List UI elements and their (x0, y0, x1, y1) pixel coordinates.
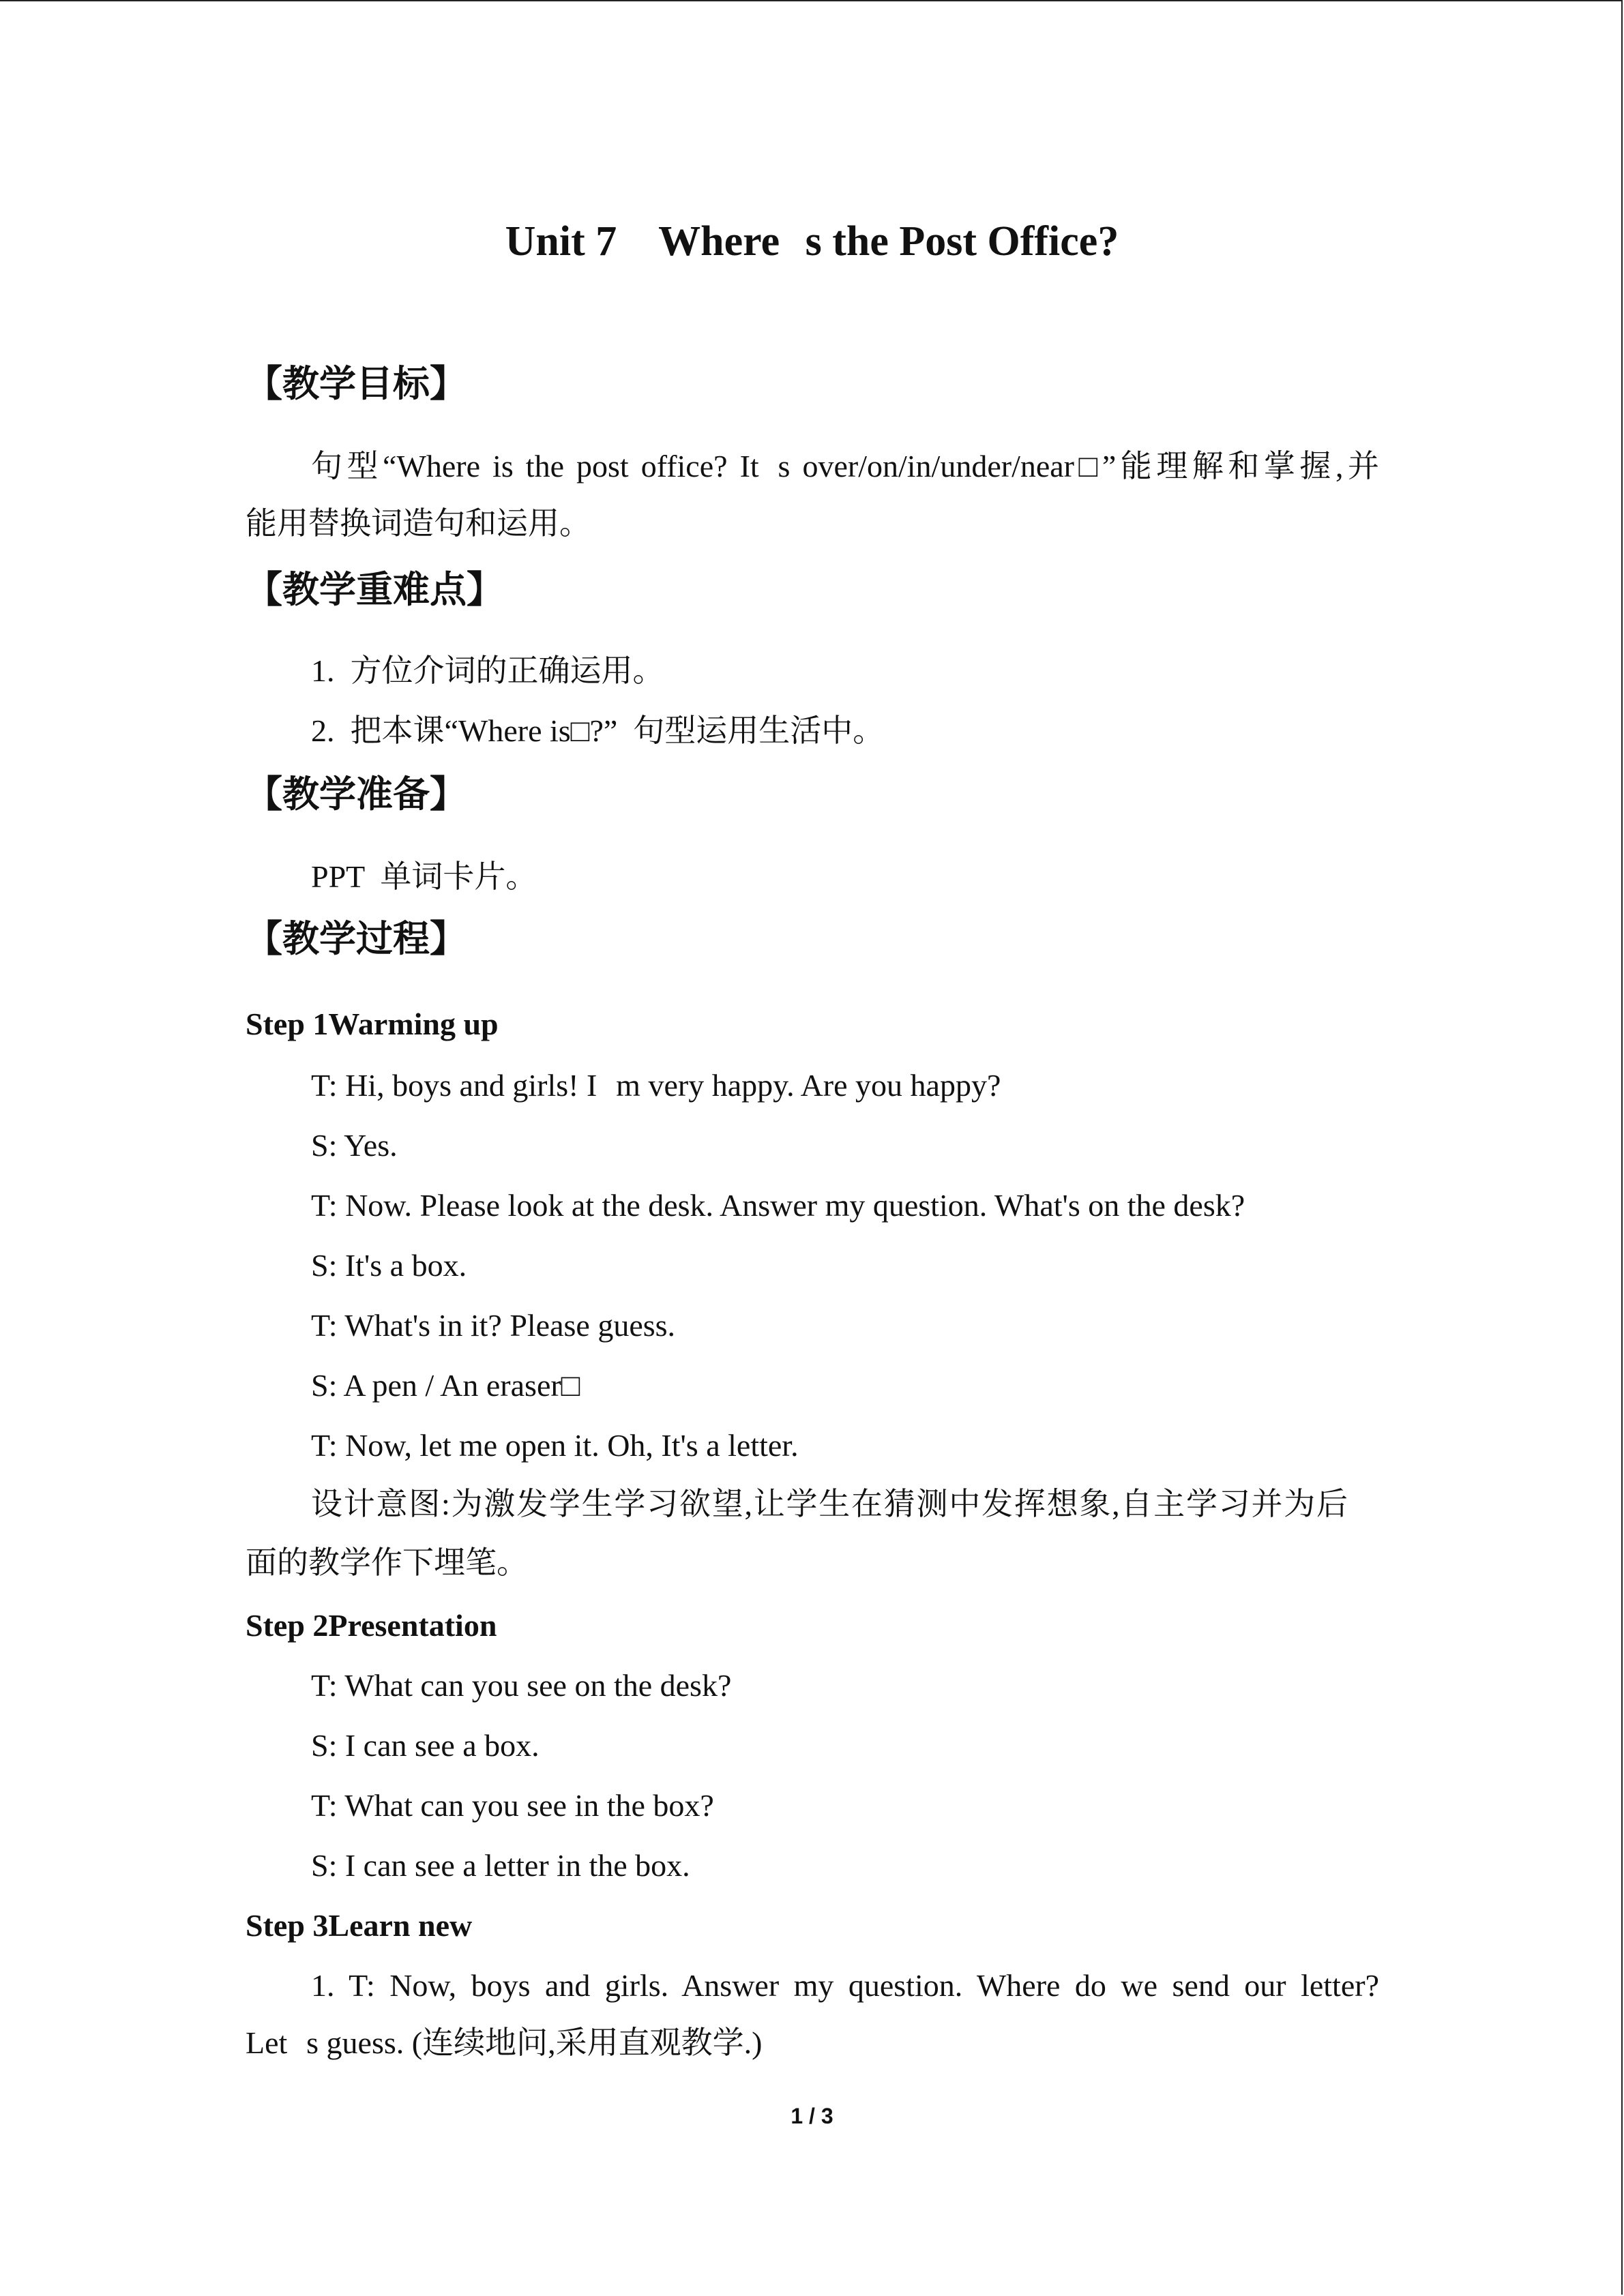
key-point-item-2: 2. 把本课“Where is□?” 句型运用生活中。 (311, 713, 885, 748)
step-1-line-6: S: A pen / An eraser□ (311, 1368, 580, 1403)
step-2-line-2: S: I can see a box. (311, 1728, 540, 1763)
step-1-line-5: T: What's in it? Please guess. (311, 1308, 676, 1343)
step-3-line-2: Lets guess. (连续地问,采用直观教学.) (246, 2025, 763, 2060)
document-title: Unit 7 Wheres the Post Office? (505, 218, 1119, 265)
step-1-line-4: S: It's a box. (311, 1248, 467, 1283)
step-1-line-3: T: Now. Please look at the desk. Answer my question. What's on the desk? (311, 1188, 1245, 1223)
objectives-line-1: 句型“Where is the post office? Its over/on/in/under/near□”能理解和掌握,并 (311, 449, 1379, 483)
page-number: 1 / 3 (791, 2104, 833, 2128)
step-1-title: Step 1Warming up (246, 1007, 499, 1041)
step-2-line-4: S: I can see a letter in the box. (311, 1848, 690, 1883)
heading-key-points: 【教学重难点】 (246, 568, 503, 611)
step-2-line-3: T: What can you see in the box? (311, 1788, 714, 1823)
step-3-line-1: 1. T: Now, boys and girls. Answer my question. Where do we send our letter? (311, 1968, 1379, 2003)
heading-objectives: 【教学目标】 (246, 362, 467, 405)
key-point-item-1: 1. 方位介词的正确运用。 (311, 653, 664, 688)
step-1-line-1: T: Hi, boys and girls! Im very happy. Are you happy? (311, 1068, 1001, 1103)
heading-preparation: 【教学准备】 (246, 773, 467, 816)
heading-process: 【教学过程】 (246, 917, 467, 960)
step-2-line-1: T: What can you see on the desk? (311, 1668, 732, 1703)
preparation-text: PPT 单词卡片。 (311, 859, 537, 894)
step-3-title: Step 3Learn new (246, 1908, 473, 1943)
step-1-design-note-1: 设计意图:为激发学生学习欲望,让学生在猜测中发挥想象,自主学习并为后 (311, 1487, 1348, 1521)
step-1-line-2: S: Yes. (311, 1128, 398, 1163)
objectives-line-2: 能用替换词造句和运用。 (246, 506, 591, 541)
step-1-line-7: T: Now, let me open it. Oh, It's a letter. (311, 1428, 799, 1463)
step-2-title: Step 2Presentation (246, 1608, 497, 1643)
step-1-design-note-2: 面的教学作下埋笔。 (246, 1545, 528, 1580)
